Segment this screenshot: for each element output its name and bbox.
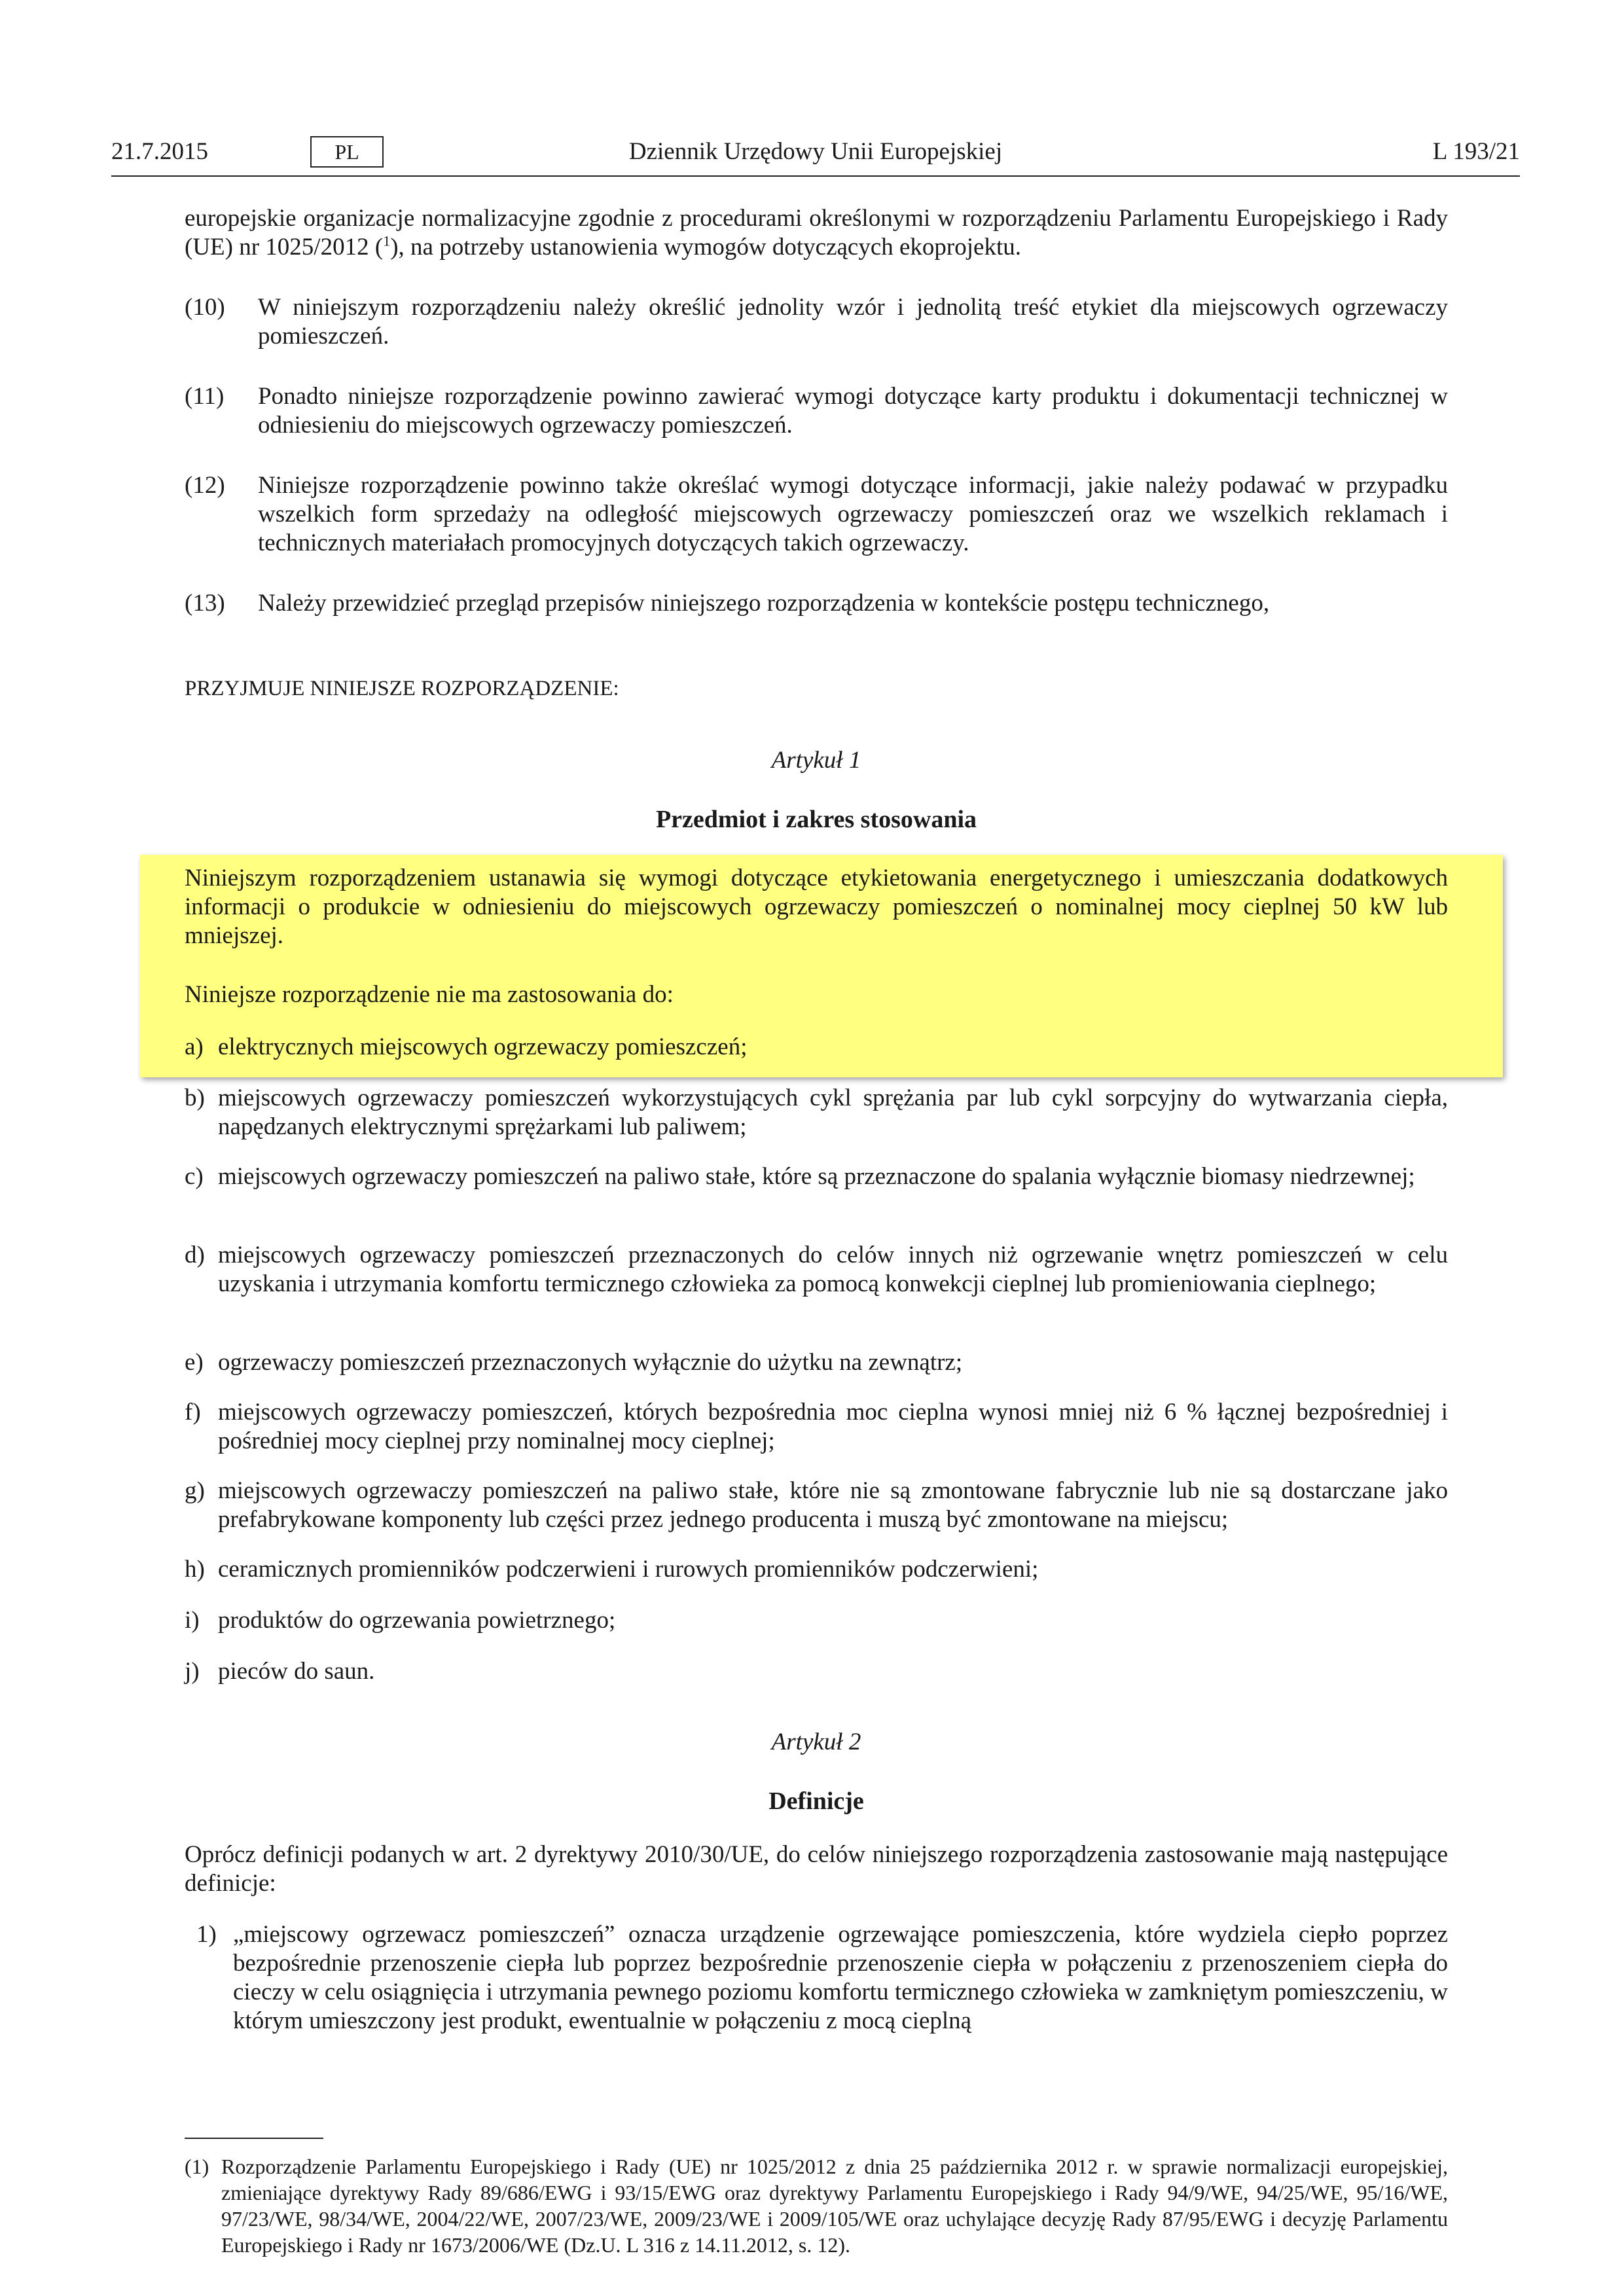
- list-item: ogrzewaczy pomieszczeń przeznaczonych wyłącznie do użytku na zewnątrz;: [218, 1349, 963, 1376]
- recital-number: (11): [185, 383, 225, 410]
- page-header: [111, 131, 1520, 177]
- recital-text: Niniejsze rozporządzenie powinno także określać wymogi dotyczące informacji, jakie należy podawać w przypadku wszelkich form sprzedaży na odległość miejscowych ogrzewaczy pomieszczeń oraz we wszelkich reklamach i technicznych materiałach promocyjnych dotyczących takich ogrzewaczy.: [258, 472, 1448, 556]
- article-2-title: Definicje: [768, 1787, 864, 1815]
- list-item: produktów do ogrzewania powietrznego;: [218, 1607, 616, 1634]
- list-item-label: i): [185, 1607, 200, 1634]
- intro-paragraph: europejskie organizacje normalizacyjne zgodnie z procedurami określonymi w rozporządzeniu Parlamentu Europejskiego i Rady (UE) nr 1025/2012 ($^1$), na potrzeby ustanowienia wymogów dotyczących ekoprojektu.: [185, 205, 1448, 260]
- list-item-label: b): [185, 1085, 205, 1111]
- list-item-label: e): [185, 1349, 204, 1376]
- list-item: elektrycznych miejscowych ogrzewaczy pomieszczeń;: [218, 1033, 748, 1060]
- publication-date: 21.7.2015: [111, 138, 208, 165]
- list-item-label: c): [185, 1163, 204, 1190]
- article-1-scope-intro: Niniejsze rozporządzenie nie ma zastosowania do:: [185, 981, 674, 1008]
- list-item-label: h): [185, 1556, 205, 1583]
- footnote-text: Rozporządzenie Parlamentu Europejskiego i Rady (UE) nr 1025/2012 z dnia 25 października 2012 r. w sprawie normalizacji europejskiej, zmieniające dyrektywy Rady 89/686/EWG i 93/15/EWG oraz dyrektywy Parlamentu Europejskiego i Rady 94/9/WE, 94/25/WE, 95/16/WE, 97/23/WE, 98/34/WE, 2004/22/WE, 2007/23/WE, 2009/23/WE i 2009/105/WE oraz uchylające decyzję Rady 87/95/EWG i decyzję Parlamentu Europejskiego i Rady nr 1673/2006/WE (Dz.U. L 316 z 14.11.2012, s. 12).: [221, 2155, 1448, 2257]
- article-2-intro: Oprócz definicji podanych w art. 2 dyrektywy 2010/30/UE, do celów niniejszego rozporządzenia zastosowanie mają następujące definicje:: [185, 1841, 1448, 1897]
- list-item: miejscowych ogrzewaczy pomieszczeń na paliwo stałe, które są przeznaczone do spalania wyłącznie biomasy niedrzewnej;: [218, 1163, 1415, 1190]
- article-1-paragraph: Niniejszym rozporządzeniem ustanawia się wymogi dotyczące etykietowania energetycznego i umieszczania dodatkowych informacji o produkcie w odniesieniu do miejscowych ogrzewaczy pomieszczeń o nominalnej mocy cieplnej 50 kW lub mniejszej.: [185, 865, 1448, 949]
- recital-text: Należy przewidzieć przegląd przepisów niniejszego rozporządzenia w kontekście postępu technicznego,: [258, 590, 1270, 617]
- header-rule: [111, 175, 1520, 177]
- definition-number: 1): [196, 1921, 217, 1948]
- recital-text: Ponadto niniejsze rozporządzenie powinno zawierać wymogi dotyczące karty produktu i dokumentacji technicznej w odniesieniu do miejscowych ogrzewaczy pomieszczeń.: [258, 383, 1448, 439]
- page-reference: L 193/21: [1432, 138, 1520, 165]
- recital-number: (13): [185, 590, 225, 617]
- list-item: ceramicznych promienników podczerwieni i rurowych promienników podczerwieni;: [218, 1556, 1039, 1583]
- list-item-label: d): [185, 1242, 205, 1268]
- list-item: miejscowych ogrzewaczy pomieszczeń przeznaczonych do celów innych niż ogrzewanie wnętrz pomieszczeń w celu uzyskania i utrzymania komfortu termicznego człowieka za pomocą konwekcji cieplnej lub promieniowania cieplnego;: [218, 1242, 1448, 1297]
- journal-title: Dziennik Urzędowy Unii Europejskiej: [628, 138, 1003, 165]
- list-item: miejscowych ogrzewaczy pomieszczeń wykorzystujących cykl sprężania par lub cykl sorpcyjny do wytwarzania ciepła, napędzanych elektrycznymi sprężarkami lub paliwem;: [218, 1085, 1448, 1140]
- footnote-rule: [185, 2138, 323, 2139]
- list-item-label: a): [185, 1033, 204, 1060]
- language-badge: PL: [310, 136, 384, 168]
- list-item: miejscowych ogrzewaczy pomieszczeń na paliwo stałe, które nie są zmontowane fabrycznie lub nie są dostarczane jako prefabrykowane komponenty lub części przez jednego producenta i muszą być zmontowane na miejscu;: [218, 1477, 1448, 1533]
- list-item: pieców do saun.: [218, 1658, 375, 1685]
- article-1-label: Artykuł 1: [771, 747, 861, 774]
- article-1-title: Przedmiot i zakres stosowania: [655, 806, 977, 833]
- list-item-label: j): [185, 1658, 200, 1685]
- list-item-label: g): [185, 1477, 205, 1504]
- adoption-statement: PRZYJMUJE NINIEJSZE ROZPORZĄDZENIE:: [185, 677, 619, 700]
- recital-text: W niniejszym rozporządzeniu należy określić jednolity wzór i jednolitą treść etykiet dla miejscowych ogrzewaczy pomieszczeń.: [258, 294, 1448, 350]
- recital-number: (12): [185, 472, 225, 499]
- recital-number: (10): [185, 294, 225, 321]
- list-item-label: f): [185, 1399, 201, 1426]
- footnote-label: (1): [185, 2155, 209, 2178]
- definition-text: „miejscowy ogrzewacz pomieszczeń” oznacza urządzenie ogrzewające pomieszczenia, które wydziela ciepło poprzez bezpośrednie przenoszenie ciepła lub poprzez bezpośrednie przenoszenie ciepła w połączeniu z przenoszeniem ciepła do cieczy w celu osiągnięcia i utrzymania pewnego poziomu komfortu termicznego człowieka w zamkniętym pomieszczeniu, w którym umieszczony jest produkt, ewentualnie w połączeniu z mocą cieplną: [233, 1921, 1448, 2034]
- footnote-ref[interactable]: 1: [383, 232, 391, 249]
- list-item: miejscowych ogrzewaczy pomieszczeń, których bezpośrednia moc cieplna wynosi mniej niż 6 % łącznej bezpośredniej i pośredniej mocy cieplnej przy nominalnej mocy cieplnej;: [218, 1399, 1448, 1454]
- article-2-label: Artykuł 2: [771, 1729, 861, 1755]
